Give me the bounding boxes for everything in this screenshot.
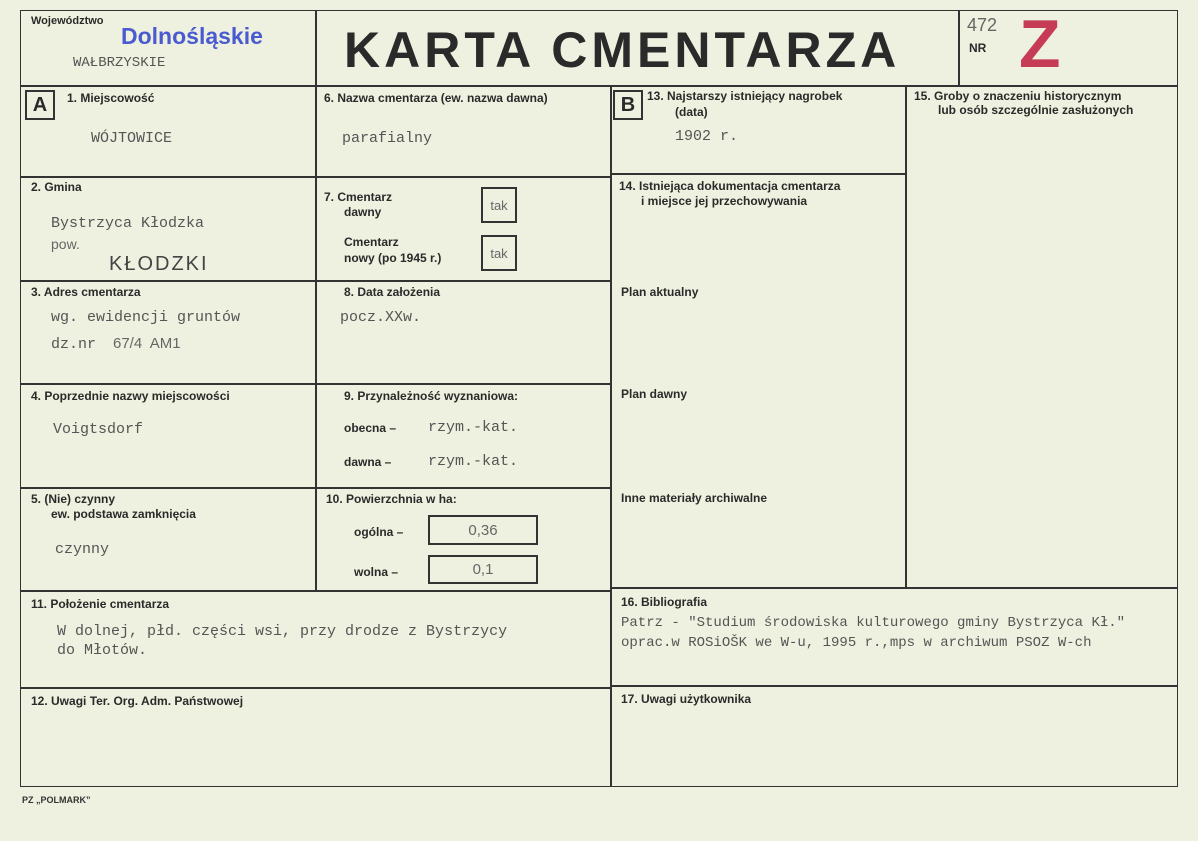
field-16-line1: Patrz - "Studium środowiska kulturowego gminy Bystrzyca Kł." xyxy=(621,615,1126,631)
field-9-former-label: dawna – xyxy=(344,455,392,469)
field-8-value: pocz.XXw. xyxy=(340,309,422,326)
wojewodztwo-value: WAŁBRZYSKIE xyxy=(73,55,166,71)
field-8-cell xyxy=(315,280,612,385)
field-11-cell xyxy=(20,590,612,689)
field-2-handwritten-county: KŁODZKI xyxy=(109,253,209,275)
field-7-new-sublabel: nowy (po 1945 r.) xyxy=(344,251,442,265)
field-4-value: Voigtsdorf xyxy=(53,421,144,438)
field-9-label: 9. Przynależność wyznaniowa: xyxy=(344,389,519,403)
field-17-cell xyxy=(610,685,1178,787)
field-15-label: 15. Groby o znaczeniu historycznym xyxy=(914,89,1122,103)
field-2-value: Bystrzyca Kłodzka xyxy=(51,215,205,232)
field-1-cell xyxy=(20,85,317,178)
field-6-cell xyxy=(315,85,612,178)
nr-cell xyxy=(958,6,1178,87)
field-13-label: 13. Najstarszy istniejący nagrobek xyxy=(647,89,843,103)
field-3-line2: dz.nr xyxy=(51,336,97,353)
field-12-label: 12. Uwagi Ter. Org. Adm. Państwowej xyxy=(31,694,244,708)
other-materials-label: Inne materiały archiwalne xyxy=(621,491,768,505)
section-b-marker: B xyxy=(613,90,643,120)
field-13-cell xyxy=(610,85,907,175)
field-7-new-label: Cmentarz xyxy=(344,235,399,249)
field-11-label: 11. Położenie cmentarza xyxy=(31,597,170,611)
field-3-line1: wg. ewidencji gruntów xyxy=(51,309,241,326)
field-10-total-label: ogólna – xyxy=(354,525,404,539)
field-4-cell xyxy=(20,383,317,489)
field-2-label: 2. Gmina xyxy=(31,180,82,194)
field-11-line1: W dolnej, płd. części wsi, przy drodze z Bystrzycy xyxy=(57,623,508,640)
field-10-total-value: 0,36 xyxy=(428,515,538,545)
field-14-label: 14. Istniejąca dokumentacja cmentarza xyxy=(619,179,841,193)
field-6-value: parafialny xyxy=(342,130,433,147)
field-3-cell xyxy=(20,280,317,385)
field-7-new-checkbox: tak xyxy=(481,235,517,271)
field-13-sublabel: (data) xyxy=(675,105,708,119)
section-a-marker: A xyxy=(25,90,55,120)
field-1-value: WÓJTOWICE xyxy=(91,130,173,147)
field-7-label: 7. Cmentarz xyxy=(324,190,393,204)
wojewodztwo-label: Województwo xyxy=(31,15,104,27)
field-16-line2: oprac.w ROSiOŠK we W-u, 1995 r.,mps w archiwum PSOZ W-ch xyxy=(621,635,1092,651)
field-15-cell xyxy=(905,85,1178,589)
field-4-label: 4. Poprzednie nazwy miejscowości xyxy=(31,389,230,403)
field-12-cell xyxy=(20,687,612,787)
field-16-label: 16. Bibliografia xyxy=(621,595,708,609)
field-8-label: 8. Data założenia xyxy=(344,285,441,299)
field-10-free-value: 0,1 xyxy=(428,555,538,584)
field-5-label: 5. (Nie) czynny xyxy=(31,492,116,506)
field-1-label: 1. Miejscowość xyxy=(67,91,155,105)
voivodeship-stamp: Dolnośląskie xyxy=(121,23,263,49)
plan-current-label: Plan aktualny xyxy=(621,285,699,299)
field-15-sublabel: lub osób szczególnie zasłużonych xyxy=(938,103,1134,117)
field-10-free-label: wolna – xyxy=(354,565,399,579)
field-3-handwritten: 67/4 AM1 xyxy=(113,335,181,352)
title-cell xyxy=(315,10,960,87)
nr-label: NR xyxy=(969,41,987,55)
field-17-label: 17. Uwagi użytkownika xyxy=(621,692,752,706)
field-5-sublabel: ew. podstawa zamknięcia xyxy=(51,507,196,521)
field-2-handwritten-pow: pow. xyxy=(51,236,80,252)
field-5-value: czynny xyxy=(55,541,110,558)
field-10-label: 10. Powierzchnia w ha: xyxy=(326,492,457,506)
field-11-line2: do Młotów. xyxy=(57,642,148,659)
field-16-cell xyxy=(610,587,1178,687)
field-7-cell xyxy=(315,176,612,282)
field-7-old-checkbox: tak xyxy=(481,187,517,223)
field-9-cell xyxy=(315,383,612,489)
field-9-current-label: obecna – xyxy=(344,421,397,435)
field-2-cell xyxy=(20,176,317,282)
nr-mark: Z xyxy=(1019,6,1061,82)
nr-handwritten: 472 xyxy=(967,15,998,35)
field-6-label: 6. Nazwa cmentarza (ew. nazwa dawna) xyxy=(324,91,548,105)
field-13-value: 1902 r. xyxy=(675,128,739,145)
field-9-current-value: rzym.-kat. xyxy=(428,419,519,436)
plan-old-label: Plan dawny xyxy=(621,387,688,401)
field-10-cell xyxy=(315,487,612,592)
field-14-cell xyxy=(610,173,907,589)
field-7-old-label: dawny xyxy=(344,205,382,219)
field-5-cell xyxy=(20,487,317,592)
printer-footer: PZ „POLMARK” xyxy=(22,795,91,805)
field-3-label: 3. Adres cmentarza xyxy=(31,285,141,299)
page-title: KARTA CMENTARZA xyxy=(344,22,901,78)
wojewodztwo-cell xyxy=(20,10,317,87)
field-14-sublabel: i miejsce jej przechowywania xyxy=(641,194,808,208)
field-9-former-value: rzym.-kat. xyxy=(428,453,519,470)
